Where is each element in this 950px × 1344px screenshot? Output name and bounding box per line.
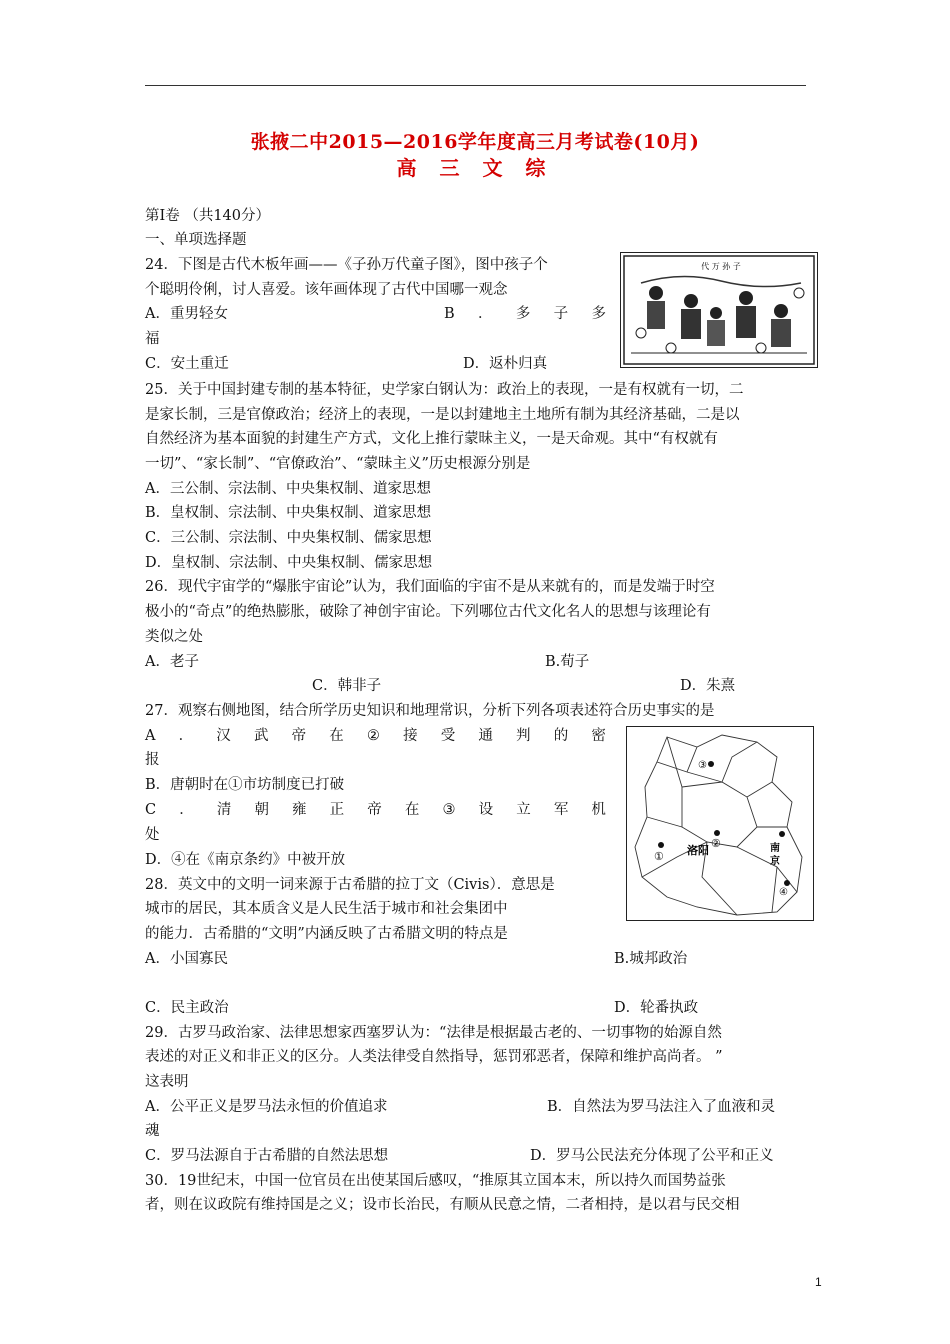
q26-stem-3: 类似之处 [145,629,203,645]
svg-text:③: ③ [698,760,707,771]
q30-stem-2: 者，则在议政院有维持国是之义；设市长治民，有顺从民意之情，二者相持，是以君与民交相 [145,1197,740,1213]
q25-stem-2: 是家长制，三是官僚政治；经济上的表现，一是以封建地主土地所有制为其经济基础，二是以 [145,407,740,423]
svg-text:洛阳: 洛阳 [687,844,709,857]
woodblock-print-image [620,252,818,368]
q29-option-b: B．自然法为罗马法注入了血液和灵 [547,1099,776,1115]
q24-option-b-tail: 福 [145,331,160,347]
page-number: 1 [815,1275,822,1289]
q27-option-c: C ． 清 朝 雍 正 帝 在 ③ 设 立 军 机 [145,802,606,818]
svg-text:②: ② [711,837,721,850]
q24-option-b: B ． 多 子 多 [444,306,606,322]
q25-option-d: D．皇权制、宗法制、中央集权制、儒家思想 [145,555,433,571]
q27-option-a: A ． 汉 武 帝 在 ② 接 受 通 判 的 密 [145,728,606,744]
section-type: 一、单项选择题 [145,232,247,248]
q28-stem-2: 城市的居民，其本质含义是人民生活于城市和社会集团中 [145,901,508,917]
q27-option-a-tail: 报 [145,752,160,768]
q24-option-a: A．重男轻女 [145,306,228,322]
q27-option-c-tail: 处 [145,827,160,843]
q29-stem-1: 29．古罗马政治家、法律思想家西塞罗认为：“法律是根据最古老的、一切事物的始源自然 [145,1025,722,1041]
q28-stem-1: 28．英文中的文明一词来源于古希腊的拉丁文（Civis）．意思是 [145,877,555,893]
header-rule [145,85,806,86]
q25-stem-4: 一切”、“家长制”、“官僚政治”、“蒙昧主义”历史根源分别是 [145,456,531,472]
q25-option-c: C．三公制、宗法制、中央集权制、儒家思想 [145,530,432,546]
q29-stem-3: 这表明 [145,1074,189,1090]
q28-option-b: B.城邦政治 [614,951,688,967]
print-caption: 代 万 孙 子 [701,262,741,271]
svg-text:京: 京 [770,856,780,867]
q27-option-d: D．④在《南京条约》中被开放 [145,852,346,868]
q27-option-b: B．唐朝时在①市坊制度已打破 [145,777,345,793]
q29-stem-2: 表述的对正义和非正义的区分。人类法律受自然指导，惩罚邪恶者，保障和维护高尚者。 ” [145,1049,723,1065]
q29-option-d: D．罗马公民法充分体现了公平和正义 [530,1148,774,1164]
q26-stem-1: 26．现代宇宙学的“爆胀宇宙论”认为，我们面临的宇宙不是从来就有的，而是发端于时空 [145,579,715,595]
q25-option-a: A．三公制、宗法制、中央集权制、道家思想 [145,481,431,497]
q25-stem-3: 自然经济为基本面貌的封建生产方式，文化上推行蒙昧主义，一是天命观。其中“有权就有 [145,431,718,447]
exam-title: 张掖二中2015—2016学年度高三月考试卷(10月) [250,131,700,153]
q28-option-c: C．民主政治 [145,1000,229,1016]
q29-option-b-tail: 魂 [145,1123,160,1139]
q24-stem-1: 24．下图是古代木板年画——《子孙万代童子图》，图中孩子个 [145,257,548,273]
china-map [626,726,814,921]
svg-text:④: ④ [779,887,788,898]
q26-option-a: A．老子 [145,654,199,670]
svg-text:南: 南 [770,843,780,854]
q29-option-a: A．公平正义是罗马法永恒的价值追求 [145,1099,388,1115]
q28-stem-3: 的能力．古希腊的“文明”内涵反映了古希腊文明的特点是 [145,926,508,942]
q24-option-c: C．安土重迁 [145,356,229,372]
q28-option-d: D．轮番执政 [614,1000,699,1016]
exam-subtitle: 高 三 文 综 [396,156,554,180]
q27-stem: 27．观察右侧地图，结合所学历史知识和地理常识，分析下列各项表述符合历史事实的是 [145,703,715,719]
q26-option-b: B.荀子 [545,654,590,670]
q25-stem-1: 25．关于中国封建专制的基本特征，史学家白钢认为：政治上的表现，一是有权就有一切，二 [145,382,744,398]
q24-option-d: D．返朴归真 [463,356,548,372]
section-part: 第Ⅰ卷 （共140分） [145,208,271,224]
svg-text:①: ① [654,850,664,863]
q26-option-c: C．韩非子 [312,678,382,694]
q28-option-a: A．小国寡民 [145,951,228,967]
q26-option-d: D．朱熹 [680,678,736,694]
q25-option-b: B．皇权制、宗法制、中央集权制、道家思想 [145,505,432,521]
q30-stem-1: 30．19世纪末，中国一位官员在出使某国后感叹，“推原其立国本末，所以持久而国势益张 [145,1173,726,1189]
q26-stem-2: 极小的“奇点”的绝热膨胀，破除了神创宇宙论。下列哪位古代文化名人的思想与该理论有 [145,604,711,620]
q24-stem-2: 个聪明伶俐，讨人喜爱。该年画体现了古代中国哪一观念 [145,282,508,298]
q29-option-c: C．罗马法源自于古希腊的自然法思想 [145,1148,389,1164]
